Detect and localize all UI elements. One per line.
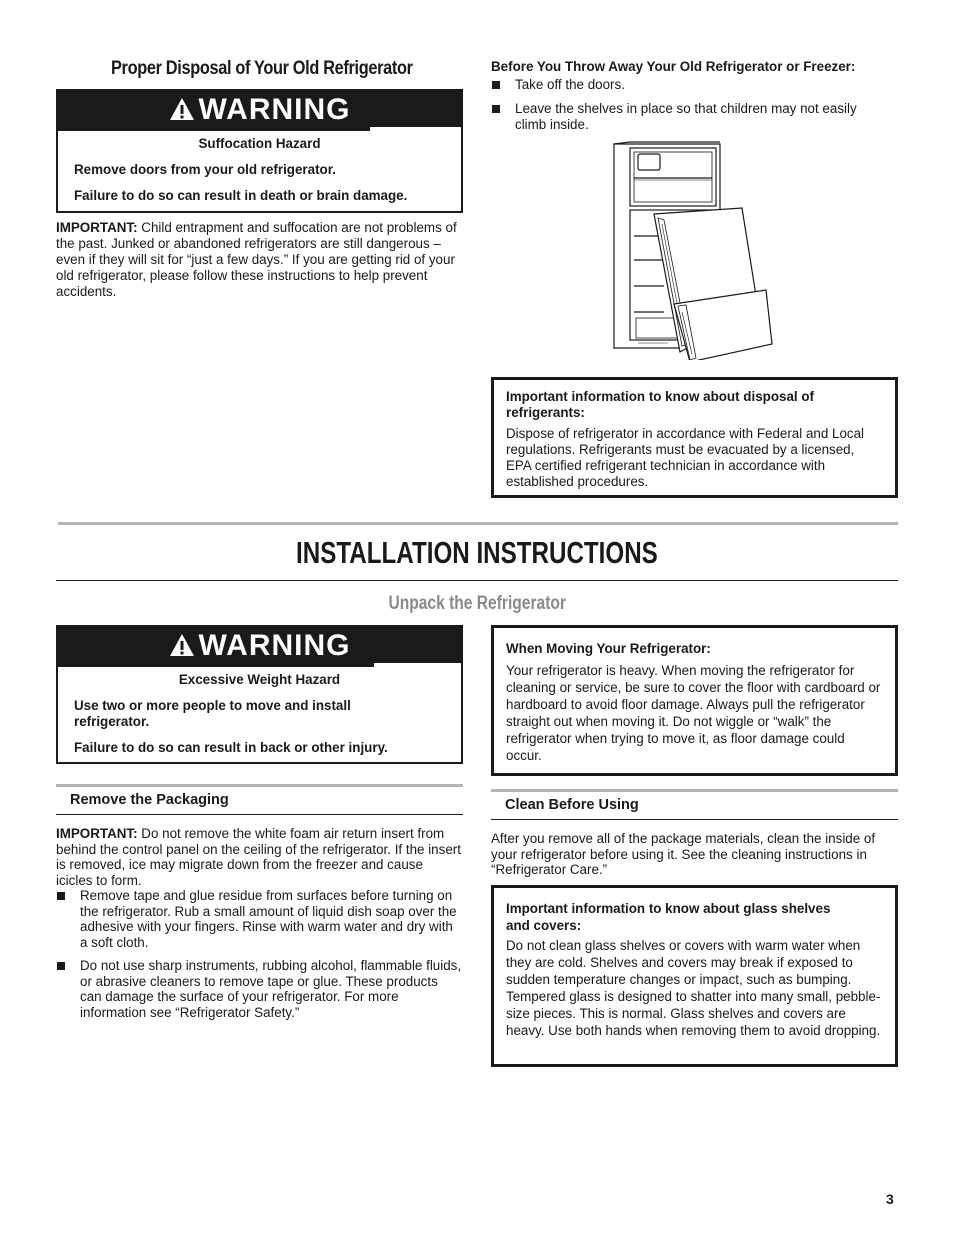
remove-packaging-title: Remove the Packaging: [70, 792, 229, 808]
list-item: Leave the shelves in place so that children may not easily climb inside.: [491, 101, 891, 133]
list-item: Do not use sharp instruments, rubbing alcohol, flammable fluids, or abrasive cleaners to remove tape or glue. These products can damage the surface of your refrigerator. For more information see “Refrigerator Safety.”: [56, 958, 463, 1020]
warning-text: WARNING: [198, 629, 351, 662]
remove-packaging-important: [56, 826, 463, 888]
installation-title-wrap: [0, 535, 954, 571]
hazard-title: Suffocation Hazard: [198, 136, 321, 151]
bullet-square-icon: [57, 892, 65, 900]
warning-line-1: Use two or more people to move and install refrigerator.: [74, 698, 351, 729]
glass-shelves-box: [491, 885, 898, 1067]
bullet-square-icon: [57, 962, 65, 970]
unpack-subtitle: Unpack the Refrigerator: [388, 593, 566, 614]
installation-title: INSTALLATION INSTRUCTIONS: [296, 535, 658, 570]
warning-triangle-icon: [169, 633, 195, 657]
refrigerant-box-text: Dispose of refrigerator in accordance with Federal and Local regulations. Refrigerants must be evacuated by a licensed, EPA certified refrigerant technician in accordance with established procedures.: [506, 426, 865, 489]
refrigerator-doors-removed-illustration: [608, 140, 778, 360]
refrigerant-disposal-box: [491, 377, 898, 498]
page-number: 3: [886, 1191, 894, 1207]
suffocation-warning-box: [56, 89, 463, 213]
disposal-important-paragraph: [56, 220, 463, 300]
list-item: Remove tape and glue residue from surfaces before turning on the refrigerator. Rub a small amount of liquid dish soap over the adhesive with your fingers. Rinse with warm water and dry with a soft cloth.: [56, 888, 463, 950]
section-divider-bottom: [56, 580, 898, 581]
bullet-square-icon: [492, 105, 500, 113]
warning-tab: [58, 663, 374, 667]
warning-bar: [58, 627, 461, 663]
warning-line-2: Failure to do so can result in death or brain damage.: [74, 188, 408, 203]
clean-before-text: After you remove all of the package materials, clean the inside of your refrigerator before using it. See the cleaning instructions in “Refrigerator Care.”: [491, 831, 876, 877]
before-throw-away-list: [491, 77, 891, 133]
refrigerant-box-header: Important information to know about disposal of refrigerants:: [506, 389, 814, 420]
moving-box-text: Your refrigerator is heavy. When moving the refrigerator for cleaning or service, be sure to cover the floor with cardboard or hardboard to avoid floor damage. Always pull the refrigerator straight out when moving it. Do not wiggle or “walk” the refrigerator when trying to move it, as floor damage could occur.: [506, 663, 881, 763]
glass-box-header: Important information to know about glass shelves and covers:: [506, 901, 831, 933]
warning-label: [58, 629, 461, 663]
before-throw-away-title: Before You Throw Away Your Old Refrigerator or Freezer:: [491, 59, 856, 74]
glass-box-text: Do not clean glass shelves or covers with warm water when they are cold. Shelves and covers may break if exposed to sudden temperature changes or impact, such as bumping. Tempered glass is designed to shatter into many small, pebble-size pieces. This is normal. Glass shelves and covers are heavy. Use both hands when removing them to avoid dropping.: [506, 938, 881, 1038]
moving-box-header: When Moving Your Refrigerator:: [506, 641, 711, 656]
remove-packaging-rule-top: [56, 784, 463, 787]
important-label: IMPORTANT:: [56, 826, 138, 841]
moving-refrigerator-box: [491, 625, 898, 776]
important-text: Do not remove the white foam air return insert from behind the control panel on the ceiling of the refrigerator. If the insert is removed, ice may migrate down from the freezer and cause icicles to form.: [56, 826, 461, 888]
clean-before-title: Clean Before Using: [505, 797, 639, 813]
bullet-square-icon: [492, 81, 500, 89]
disposal-title: Proper Disposal of Your Old Refrigerator: [111, 58, 413, 79]
weight-warning-box: [56, 625, 463, 764]
warning-text: WARNING: [198, 93, 351, 126]
remove-packaging-list: [56, 888, 463, 1020]
important-text: Child entrapment and suffocation are not problems of the past. Junked or abandoned refrigerators are still dangerous – even if they will sit for “just a few days.” If you are getting rid of your old refrigerator, please follow these instructions to help prevent accidents.: [56, 220, 457, 299]
list-item: Take off the doors.: [491, 77, 891, 93]
warning-tab: [58, 127, 370, 131]
important-label: IMPORTANT:: [56, 220, 138, 235]
warning-bar: [58, 91, 461, 127]
warning-line-1: Remove doors from your old refrigerator.: [74, 162, 336, 177]
hazard-title: Excessive Weight Hazard: [178, 672, 341, 687]
unpack-subtitle-wrap: [0, 593, 954, 615]
clean-before-rule-top: [491, 789, 898, 792]
warning-line-2: Failure to do so can result in back or other injury.: [74, 740, 388, 755]
remove-packaging-rule-bottom: [56, 814, 463, 815]
section-divider-top: [58, 522, 898, 525]
warning-label: [58, 93, 461, 127]
clean-before-rule-bottom: [491, 819, 898, 820]
warning-triangle-icon: [169, 97, 195, 121]
